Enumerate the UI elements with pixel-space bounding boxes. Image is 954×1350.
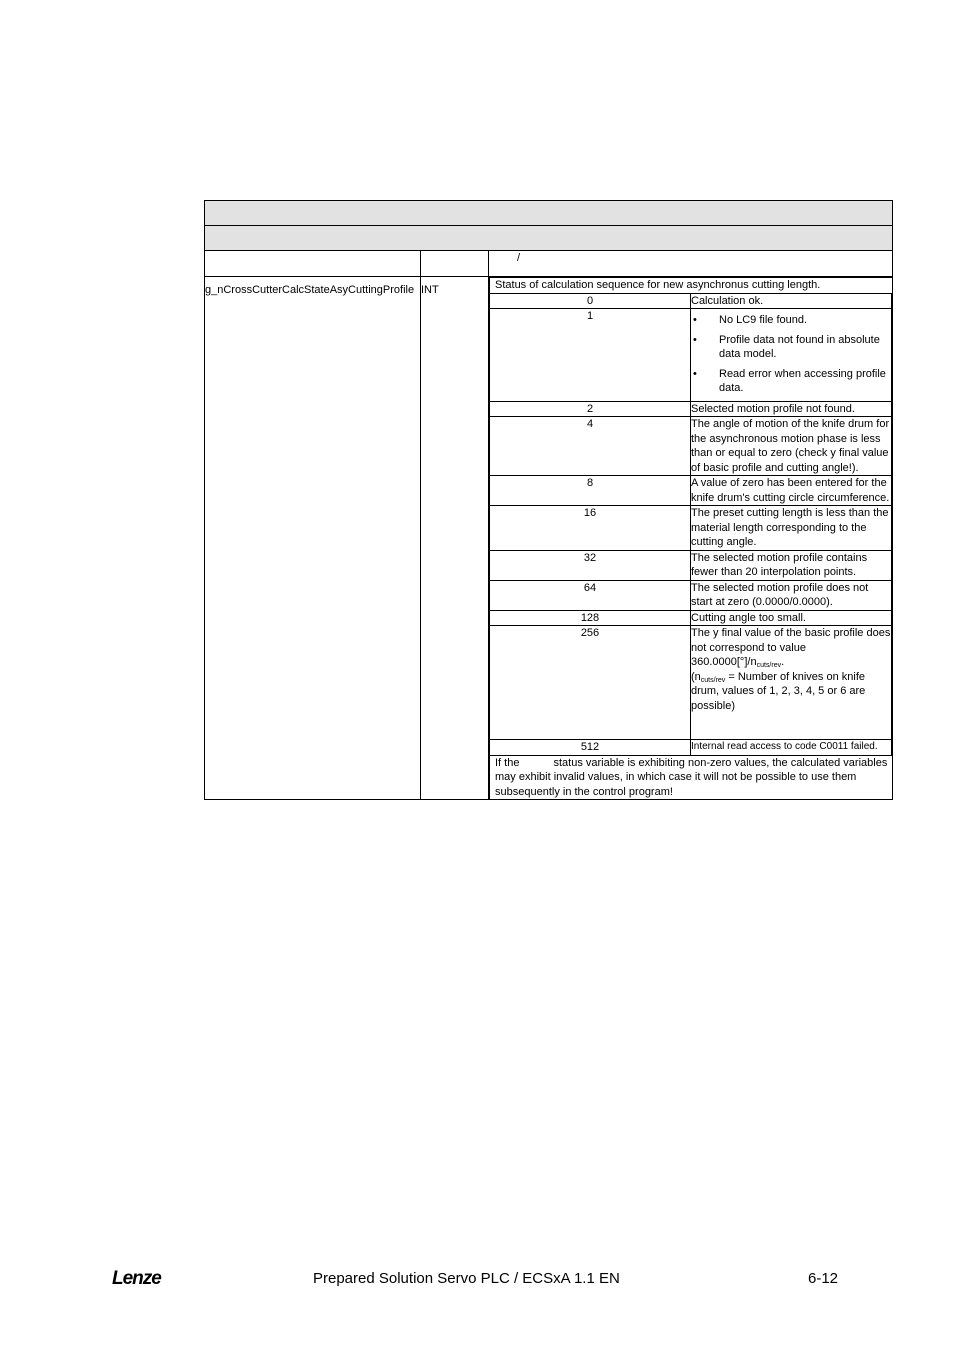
page-number: 6-12 <box>808 1270 839 1287</box>
code-value: 2 <box>490 401 691 417</box>
code-text-part: = Number of knives on knife drum, values of 1, 2, 3, 4, 5 or 6 are possible) <box>691 670 866 712</box>
code-text: Cutting angle too small. <box>691 610 892 626</box>
status-note <box>490 755 892 799</box>
code-text-part: . <box>781 656 785 668</box>
code-value: 4 <box>490 417 691 476</box>
code-text <box>691 309 892 402</box>
variable-name: g_nCrossCutterCalcStateAsyCuttingProfile <box>205 277 421 800</box>
code-text: Internal read access to code C0011 failed. <box>691 740 892 756</box>
status-code-table <box>489 277 892 799</box>
code-text <box>691 626 892 740</box>
code-text: The selected motion profile contains fewer than 20 interpolation points. <box>691 550 892 580</box>
table-header-row-1 <box>205 201 893 226</box>
code-value: 16 <box>490 506 691 551</box>
code-text: Calculation ok. <box>691 293 892 309</box>
header-slash: / <box>517 252 521 264</box>
code-value: 1 <box>490 309 691 402</box>
note-text: status variable is exhibiting non-zero values, the calculated variables may exhibit invalid values, in which case it will not be possible to use them subsequently in the control program! <box>495 756 888 798</box>
table-header-row-2 <box>205 226 893 251</box>
bullet-item: • Read error when accessing profile data. <box>691 367 891 396</box>
data-type: INT <box>421 277 489 800</box>
note-prefix: If the <box>495 756 520 769</box>
code-text: The selected motion profile does not start at zero (0.0000/0.0000). <box>691 580 892 610</box>
code-value: 512 <box>490 740 691 756</box>
code-value: 8 <box>490 476 691 506</box>
subscript: cuts/rev <box>700 676 726 684</box>
variable-table <box>204 200 893 800</box>
code-value: 128 <box>490 610 691 626</box>
footer-title: Prepared Solution Servo PLC / ECSxA 1.1 EN <box>313 1270 620 1287</box>
column-header-variable <box>205 251 421 277</box>
value-info-cell <box>489 277 893 800</box>
code-value: 64 <box>490 580 691 610</box>
code-text: The angle of motion of the knife drum for the asynchronous motion phase is less than or equal to zero (check y final value of basic profile and cutting angle!). <box>691 417 892 476</box>
bullet-item: • Profile data not found in absolute data model. <box>691 333 891 362</box>
code-text: A value of zero has been entered for the knife drum's cutting circle circumference. <box>691 476 892 506</box>
code-value: 0 <box>490 293 691 309</box>
code-text-part: The y final value of the basic profile does not correspond to value 360.0000[°]/n <box>691 627 891 668</box>
code-value: 256 <box>490 626 691 740</box>
status-description: Status of calculation sequence for new asynchronus cutting length. <box>490 278 892 294</box>
column-header-value-info <box>489 251 893 277</box>
column-header-type <box>421 251 489 277</box>
code-text: Selected motion profile not found. <box>691 401 892 417</box>
code-value: 32 <box>490 550 691 580</box>
bullet-item: • No LC9 file found. <box>691 313 891 328</box>
subscript: cuts/rev <box>756 662 782 669</box>
table-row <box>205 277 893 800</box>
code-text: The preset cutting length is less than the material length corresponding to the cutting angle. <box>691 506 892 551</box>
bullet-list <box>691 313 891 396</box>
column-header-row <box>205 251 893 277</box>
code-text-part: (n <box>691 670 701 683</box>
lenze-logo: Lenze <box>112 1268 161 1289</box>
